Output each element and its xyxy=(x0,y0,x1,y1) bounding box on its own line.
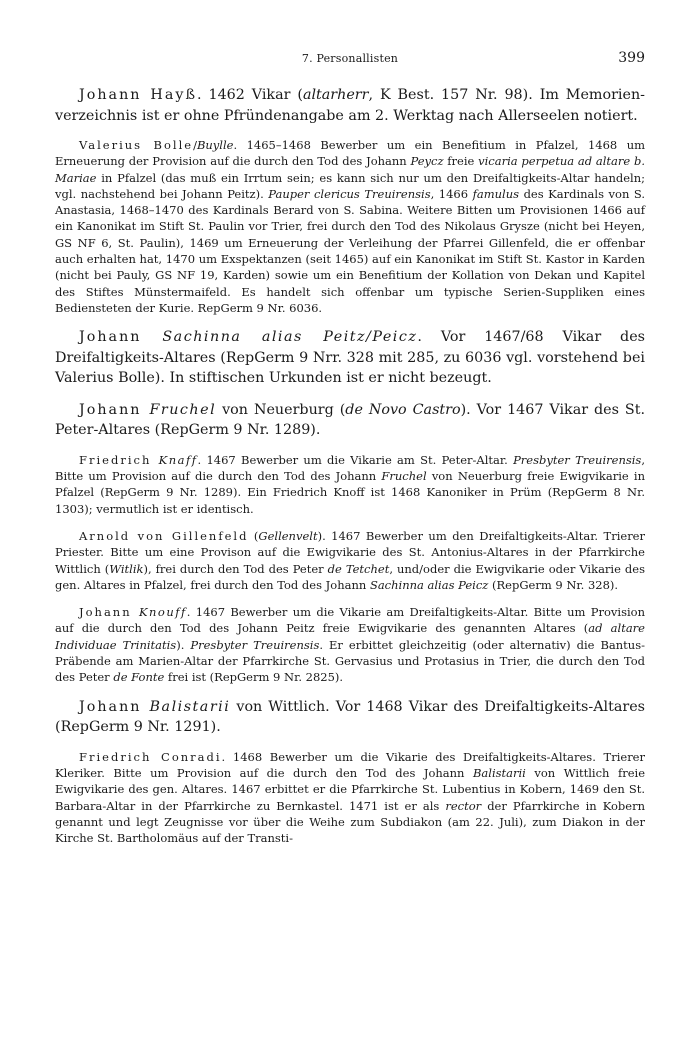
entry-text: . 1467 Bewerber um die Vikarie am St. Peter-Altar. xyxy=(197,452,514,467)
entry-text: frei ist (RepGerm 9 Nr. 2825). xyxy=(164,670,344,685)
italic-term: Buylle xyxy=(196,138,234,152)
entry-text: der Pfarrkirche in Kobern genannt und legt Zeugnisse vor über die Weihe zum Subdiakon (am 22. Juli), zum Diakon in der Kirche St. Bartholomäus auf der Transti- xyxy=(55,798,645,846)
entry-text: , 1466 xyxy=(430,186,473,201)
person-name: Fruchel xyxy=(149,401,217,418)
person-name: Knouff xyxy=(138,605,187,620)
entry-text: . 1468 Bewerber um die Vikarie des Dreifaltigkeits-Altares. Trierer Kleriker. Bitte um Provision auf die durch den Tod des Johann xyxy=(55,749,645,780)
entry-text: von Neuerburg freie Ewigvikarie in Pfalzel (RepGerm 9 Nr. 1289). Ein Friedrich Knoff ist 1468 Kanoniker in Prüm (RepGerm 8 Nr. 1303); vermutlich ist er identisch. xyxy=(55,469,645,516)
italic-term: Gellenvelt xyxy=(258,528,318,543)
entry-text: . 1467 Bewerber um die Vikarie am Dreifaltigkeits-Altar. Bitte um Provision auf die durch den Tod des Johann Peitz freie Ewigvikarie des genannten Altares ( xyxy=(55,605,646,636)
italic-term: Fruchel xyxy=(381,469,427,484)
entry-text: freie xyxy=(443,154,479,169)
italic-term: de Tetchet xyxy=(327,561,390,576)
italic-term: Pauper clericus Treuirensis xyxy=(268,186,431,201)
entry-text: in Pfalzel (das muß ein Irrtum sein; es kann sich nur um den Dreifaltigkeits-Altar handeln; vgl. nachstehend bei Johann Peitz). xyxy=(55,170,645,201)
entry-text: von Wittlich. Vor 1468 Vikar des Dreifaltigkeits-Altares (RepGerm 9 Nr. 1291). xyxy=(55,698,646,736)
entry-paragraph xyxy=(55,604,645,685)
entry-text: von Wittlich freie Ewigvikarie des gen. Altares. 1467 erbittet er die Pfarrkirche St. Lubentius in Kobern, 1469 den St. Barbara-Altar in der Pfarrkirche zu Bernkastel. 1471 ist er als xyxy=(55,765,645,813)
entry-text: . 1462 Vikar ( xyxy=(197,87,303,103)
entry-text: . Vor 1467/68 Vikar des Dreifaltigkeits-Altares (RepGerm 9 Nrr. 328 mit 285, zu 6036 vgl. vorstehend bei Valerius Bolle). In stiftischen Urkunden ist er nicht bezeugt. xyxy=(55,329,646,387)
person-name: Friedrich Conradi xyxy=(79,749,222,764)
italic-term: Sachinna alias Peicz xyxy=(369,577,489,592)
entry-list xyxy=(55,85,645,857)
person-name: Johann xyxy=(79,401,150,418)
entry-text: ). xyxy=(176,637,191,652)
entry-text: ). Vor 1467 Vikar des St. Peter-Altares (RepGerm 9 Nr. 1289). xyxy=(55,401,645,439)
entry-text: ( xyxy=(248,528,259,543)
entry-text: , K Best. 157 Nr. 98). Im Memorienverzeichnis ist er ohne Pfründenangabe am 2. Werktag nach Allerseelen notiert. xyxy=(55,87,645,124)
italic-term: altarherr xyxy=(302,87,369,103)
entry-text: , Bitte um Provision auf die durch den Tod des Johann xyxy=(55,452,645,484)
person-name: Valerius Bolle xyxy=(79,138,194,152)
entry-paragraph xyxy=(55,85,645,126)
person-name: Knaff xyxy=(158,452,198,467)
italic-term: vicaria perpetua ad altare b. Mariae xyxy=(55,154,646,185)
person-name: Balistarii xyxy=(149,698,231,715)
person-name: Friedrich xyxy=(79,452,159,467)
entry-text: ). 1467 Bewerber um den Dreifaltigkeits-Altar. Trierer Priester. Bitte um eine Provison auf die Ewigvikarie des St. Antonius-Altares in der Pfarrkirche Wittlich ( xyxy=(55,528,645,576)
italic-term: rector xyxy=(445,798,482,813)
person-name: Johann xyxy=(79,329,163,346)
entry-text: , und/oder die Ewigvikarie oder Vikarie des gen. Altares in Pfalzel, frei durch den Tod des Johann xyxy=(55,561,645,592)
entry-text: ), frei durch den Tod des Peter xyxy=(143,561,328,576)
entry-paragraph xyxy=(55,137,645,316)
entry-text: des Kardinals von S. Anastasia, 1468–1470 des Kardinals Berard von S. Sabina. Weitere Bitten um Provisionen 1466 auf ein Kanonikat im Stift St. Paulin vor Trier, frei durch den Tod des Nikolaus Grysze (nicht bei Heyen, GS NF 6, St. Paulin), 1469 um Erneuerung der Verleihung der Pfarrei Gillenfeld, die er offenbar auch erhalten hat, 1470 um Exspektanzen (seit 1465) auf ein Kanonikat im Stift St. Kastor in Karden (nicht bei Pauly, GS NF 19, Karden) sowie um ein Benefitium der Kollation von Dekan und Kapitel des Stiftes Münstermaifeld. Es handelt sich offenbar um typische Serien-Suppliken eines Bediensteten der Kurie. RepGerm 9 Nr. 6036. xyxy=(55,186,646,315)
italic-term: de Novo Castro xyxy=(345,401,461,418)
page-header xyxy=(55,50,645,70)
person-name: Sachinna alias Peitz/Peicz xyxy=(162,329,418,346)
entry-paragraph xyxy=(55,327,645,389)
entry-text: . 1465–1468 Bewerber um ein Benefitium in Pfalzel, 1468 um Erneuerung der Provision auf die durch den Tod des Johann xyxy=(55,138,646,169)
running-head: 7. Personallisten xyxy=(301,52,399,65)
italic-term: ad altare Individuae Trinitatis xyxy=(55,621,645,652)
person-name: Johann xyxy=(79,605,139,620)
entry-paragraph xyxy=(55,749,645,847)
page-number: 399 xyxy=(618,50,645,66)
italic-term: Presbyter Treuirensis xyxy=(190,637,320,652)
document-page xyxy=(55,0,645,1048)
person-name: Johann Hayß xyxy=(79,87,198,103)
person-name: Arnold von Gillenfeld xyxy=(79,528,249,543)
italic-term: Balistarii xyxy=(472,765,526,780)
entry-paragraph xyxy=(55,697,645,738)
entry-paragraph xyxy=(55,400,645,441)
italic-term: Peycz xyxy=(410,154,444,169)
entry-text: / xyxy=(193,138,197,152)
entry-text: von Neuerburg ( xyxy=(216,401,346,418)
entry-text: . Er erbittet gleichzeitig (oder alternativ) die Bantus-Präbende am Marien-Altar der Pfarrkirche St. Gervasius und Protasius in Trier, die durch den Tod des Peter xyxy=(55,637,645,685)
italic-term: famulus xyxy=(472,186,520,201)
entry-paragraph xyxy=(55,528,645,593)
entry-paragraph xyxy=(55,452,645,517)
italic-term: Presbyter Treuirensis xyxy=(513,452,642,467)
entry-text: (RepGerm 9 Nr. 328). xyxy=(488,577,619,592)
italic-term: Witlik xyxy=(109,561,144,576)
person-name: Johann xyxy=(79,698,150,715)
italic-term: de Fonte xyxy=(113,670,165,685)
